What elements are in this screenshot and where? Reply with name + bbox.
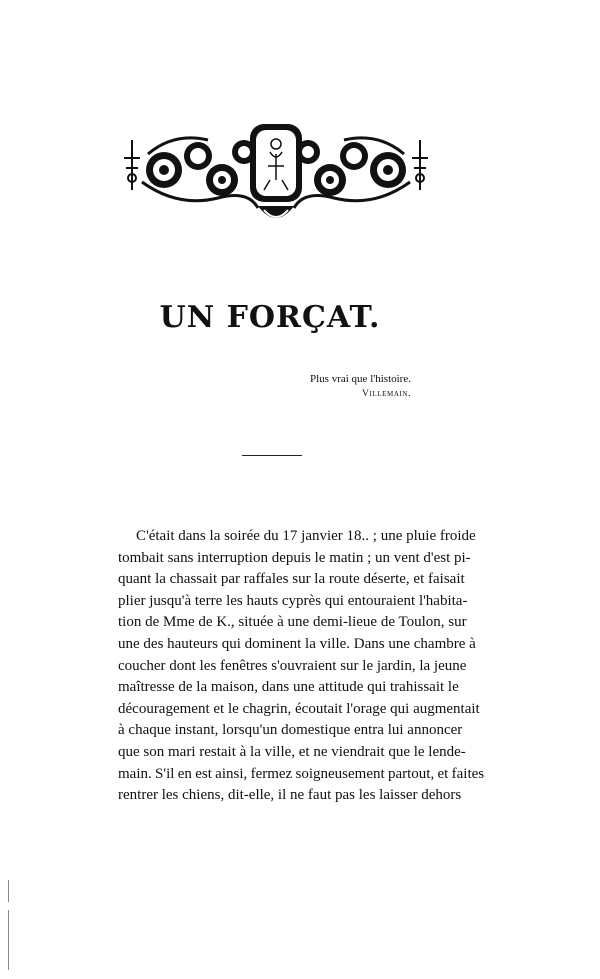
text-line: coucher dont les fenêtres s'ouvraient sur le jardin, la jeune bbox=[118, 657, 467, 674]
text-line: tombait sans interruption depuis le matin ; un vent d'est pi- bbox=[118, 549, 471, 566]
text-line: plier jusqu'à terre les hauts cyprès qui entouraient l'habita- bbox=[118, 592, 468, 609]
section-divider bbox=[242, 455, 302, 456]
epigraph bbox=[298, 373, 518, 399]
ornamental-vignette bbox=[118, 118, 434, 230]
scan-edge-mark bbox=[8, 910, 9, 970]
text-line: maîtresse de la maison, dans une attitude qui trahissait le bbox=[118, 679, 459, 696]
text-line: rentrer les chiens, dit-elle, il ne faut pas les laisser dehors bbox=[118, 787, 462, 804]
text-line: quant la chassait par raffales sur la route déserte, et faisait bbox=[118, 571, 465, 588]
text-line: découragement et le chagrin, écoutait l'orage qui augmentait bbox=[118, 700, 480, 717]
scan-edge-mark bbox=[8, 880, 9, 902]
text-line: C'était dans la soirée du 17 janvier 18.. ; une pluie froide bbox=[136, 528, 476, 544]
text-line: tion de Mme de K., située à une demi-lieue de Toulon, sur bbox=[118, 614, 467, 631]
body-paragraph bbox=[118, 526, 484, 807]
text-line: que son mari restait à la ville, et ne viendrait que le lende- bbox=[118, 743, 466, 760]
text-line: main. S'il en est ainsi, fermez soigneusement partout, et faites bbox=[118, 765, 485, 782]
epigraph-author: Villemain. bbox=[362, 389, 412, 399]
chapter-title: UN FORÇAT. bbox=[159, 300, 381, 335]
text-line: à chaque instant, lorsqu'un domestique entra lui annoncer bbox=[118, 722, 463, 739]
text-line: une des hauteurs qui dominent la ville. Dans une chambre à bbox=[118, 635, 476, 652]
epigraph-quote: Plus vrai que l'histoire. bbox=[310, 373, 411, 385]
